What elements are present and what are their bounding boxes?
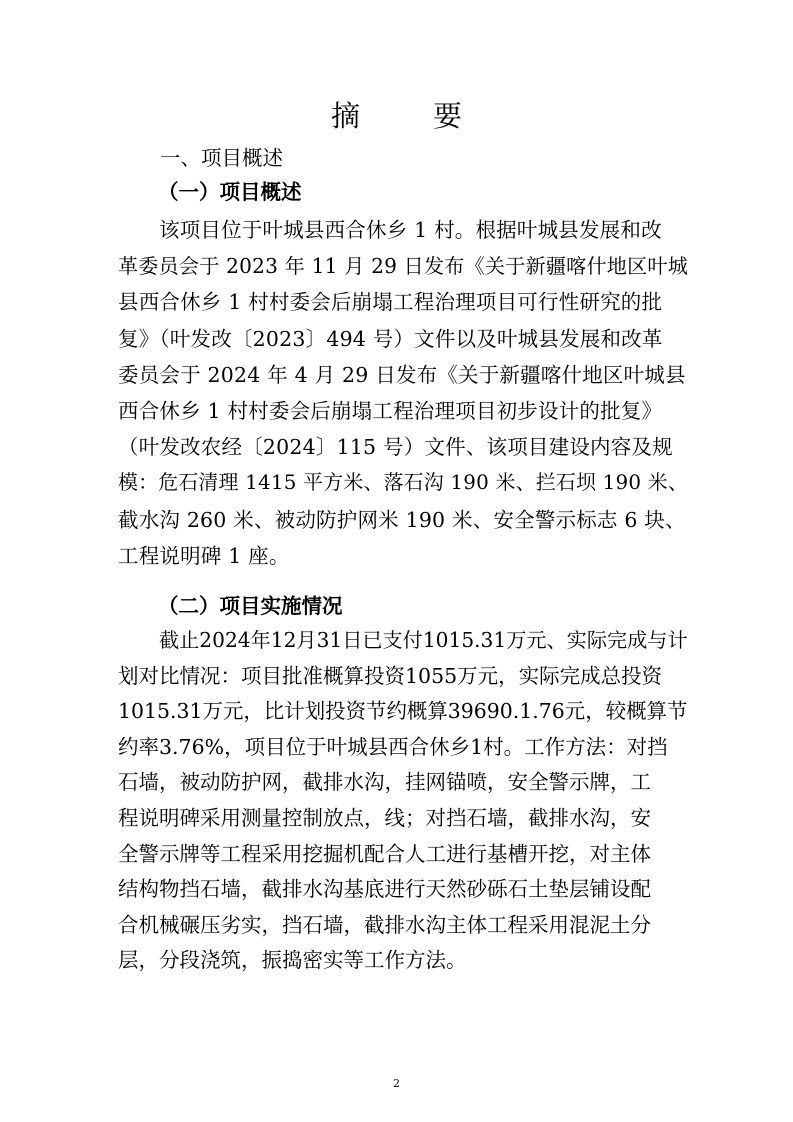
paragraph-line: 该项目位于叶城县西合休乡 1 村。根据叶城县发展和改 <box>159 218 662 242</box>
paragraph-line: 约率3.76%，项目位于叶城县西合休乡1村。工作方法：对挡 <box>118 734 668 759</box>
section-heading: 一、项目概述 <box>160 146 283 170</box>
paragraph-line: 西合休乡 1 村村委会后崩塌工程治理项目初步设计的批复》 <box>118 398 663 423</box>
paragraph-line: 程说明碑采用测量控制放点，线；对挡石墙，截排水沟，安 <box>118 805 651 830</box>
paragraph-line: 革委员会于 2023 年 11 月 29 日发布《关于新疆喀什地区叶城 <box>118 254 689 279</box>
paragraph-line: 县西合休乡 1 村村委会后崩塌工程治理项目可行性研究的批 <box>118 290 663 315</box>
paragraph-line: 截水沟 260 米、被动防护网米 190 米、安全警示标志 6 块、 <box>118 507 686 532</box>
paragraph-line: 工程说明碑 1 座。 <box>118 543 290 568</box>
paragraph-line: 模：危石清理 1415 平方米、落石沟 190 米、拦石坝 190 米、 <box>118 471 688 495</box>
paragraph-line: 层，分段浇筑，振捣密实等工作方法。 <box>118 948 467 973</box>
paragraph-line: 结构物挡石墙，截排水沟基底进行天然砂砾石土垫层铺设配 <box>118 877 651 902</box>
paragraph-line: 1015.31万元，比计划投资节约概算39690.1.76元，较概算节 <box>118 699 688 724</box>
page-number: 2 <box>393 1077 400 1090</box>
paragraph-line: 复》（叶发改〔2023〕494 号）文件以及叶城县发展和改革 <box>118 326 663 351</box>
overview-paragraph <box>118 212 688 574</box>
paragraph-line: （叶发改农经〔2024〕115 号）文件、该项目建设内容及规 <box>118 435 673 460</box>
implementation-paragraph <box>118 623 688 979</box>
subsection-heading-overview: （一）项目概述 <box>158 180 302 204</box>
paragraph-line: 全警示牌等工程采用挖掘机配合人工进行基槽开挖，对主体 <box>118 841 651 866</box>
paragraph-line: 划对比情况：项目批准概算投资1055万元，实际完成总投资 <box>118 663 663 688</box>
paragraph-line: 石墙，被动防护网，截排水沟，挂网锚喷，安全警示牌，工 <box>118 770 651 795</box>
paragraph-line: 截止2024年12月31日已支付1015.31万元、实际完成与计 <box>159 628 688 652</box>
paragraph-line: 合机械碾压劣实，挡石墙，截排水沟主体工程采用混泥土分 <box>118 912 651 937</box>
page-title: 摘 要 <box>330 99 484 133</box>
subsection-heading-implementation: （二）项目实施情况 <box>158 594 343 618</box>
paragraph-line: 委员会于 2024 年 4 月 29 日发布《关于新疆喀什地区叶城县 <box>118 362 686 387</box>
